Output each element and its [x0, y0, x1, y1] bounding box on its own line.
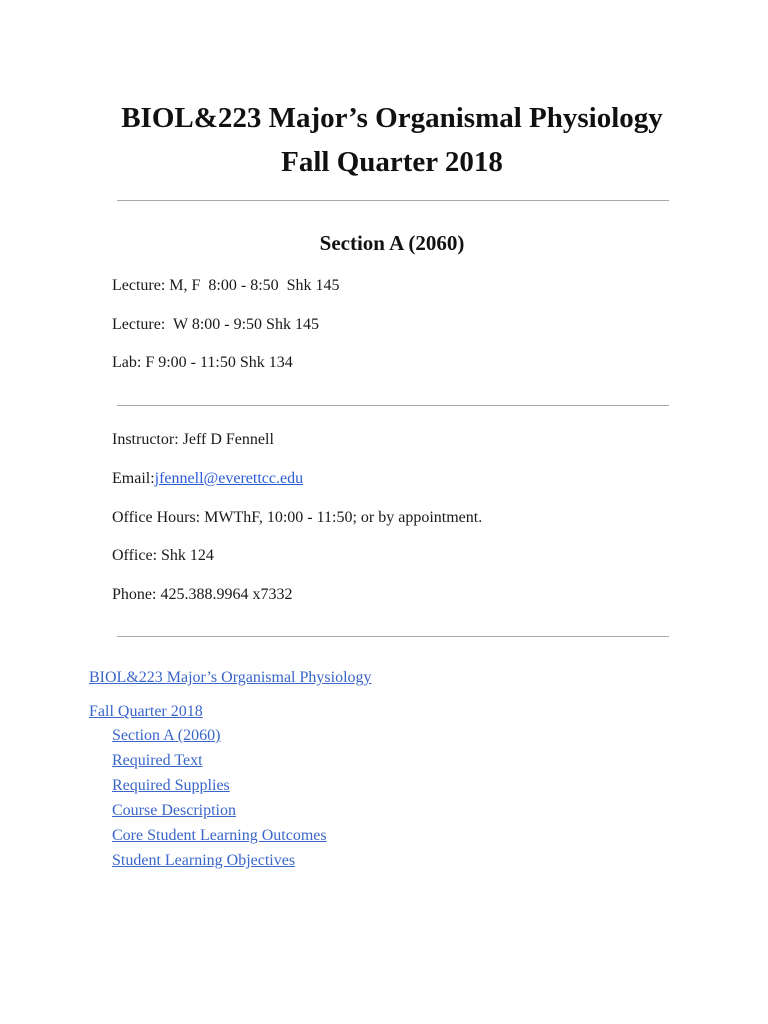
office-hours: Office Hours: MWThF, 10:00 - 11:50; or by appointment.: [112, 509, 483, 526]
toc-item-core-outcomes[interactable]: Core Student Learning Outcomes: [112, 827, 327, 844]
toc-item-learning-objectives[interactable]: Student Learning Objectives: [112, 852, 296, 869]
toc-course-title-link[interactable]: BIOL&223 Major’s Organismal Physiology: [89, 669, 372, 686]
email-link[interactable]: jfennell@everettcc.edu: [154, 470, 304, 487]
schedule-lab: Lab: F 9:00 - 11:50 Shk 134: [112, 354, 293, 371]
instructor-name: Instructor: Jeff D Fennell: [112, 431, 274, 448]
quarter-title: Fall Quarter 2018: [281, 146, 503, 178]
schedule-lecture-w: Lecture: W 8:00 - 9:50 Shk 145: [112, 316, 319, 333]
schedule-lecture-mf: Lecture: M, F 8:00 - 8:50 Shk 145: [112, 277, 340, 294]
toc-item-course-description[interactable]: Course Description: [112, 802, 236, 819]
divider: [117, 636, 669, 637]
toc-item-section-a[interactable]: Section A (2060): [112, 727, 221, 744]
section-heading: Section A (2060): [319, 231, 465, 255]
toc-quarter-link[interactable]: Fall Quarter 2018: [89, 703, 203, 720]
office-location: Office: Shk 124: [112, 547, 214, 564]
instructor-email-line: [112, 469, 303, 489]
toc-item-required-supplies[interactable]: Required Supplies: [112, 777, 230, 794]
course-title: BIOL&223 Major’s Organismal Physiology: [121, 102, 663, 134]
toc-item-required-text[interactable]: Required Text: [112, 752, 203, 769]
divider: [117, 405, 669, 406]
phone-number: Phone: 425.388.9964 x7332: [112, 586, 293, 603]
divider: [117, 200, 669, 201]
email-label: Email:: [112, 470, 155, 487]
